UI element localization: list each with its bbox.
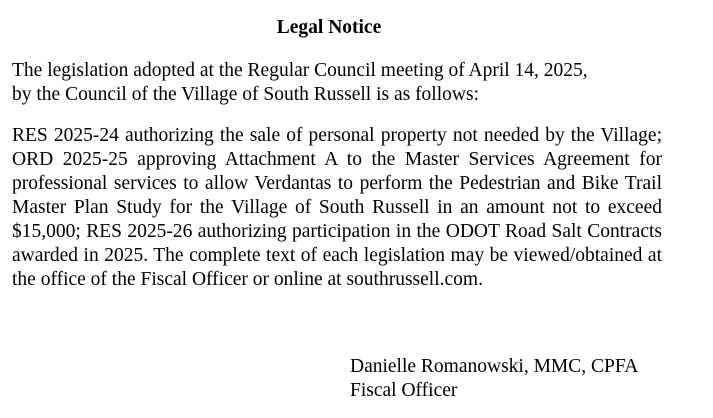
notice-body: RES 2025-24 authorizing the sale of personal property not needed by the Village; ORD 2025-25 approving Attachment A to the Master Services Agreement for professional services to allow Verdantas to perform the Pedestrian and Bike Trail Master Plan Study for the Village of South Russell in an amount not to exceed $15,000; RES 2025-26 authorizing participation in the ODOT Road Salt Contracts awarded in 2025. The complete text of each legislation may be viewed/obtained at the office of the Fiscal Officer or online at southrussell.com. — [12, 125, 662, 290]
intro-line-2: by the Council of the Village of South Russell is as follows: — [12, 84, 479, 105]
signature-block — [350, 355, 670, 403]
signature-name: Danielle Romanowski, MMC, CPFA — [350, 356, 639, 377]
intro-line-1: The legislation adopted at the Regular Council meeting of April 14, 2025, — [12, 60, 588, 81]
signature-role: Fiscal Officer — [350, 380, 458, 401]
notice-intro — [12, 59, 662, 107]
notice-title: Legal Notice — [276, 17, 382, 38]
